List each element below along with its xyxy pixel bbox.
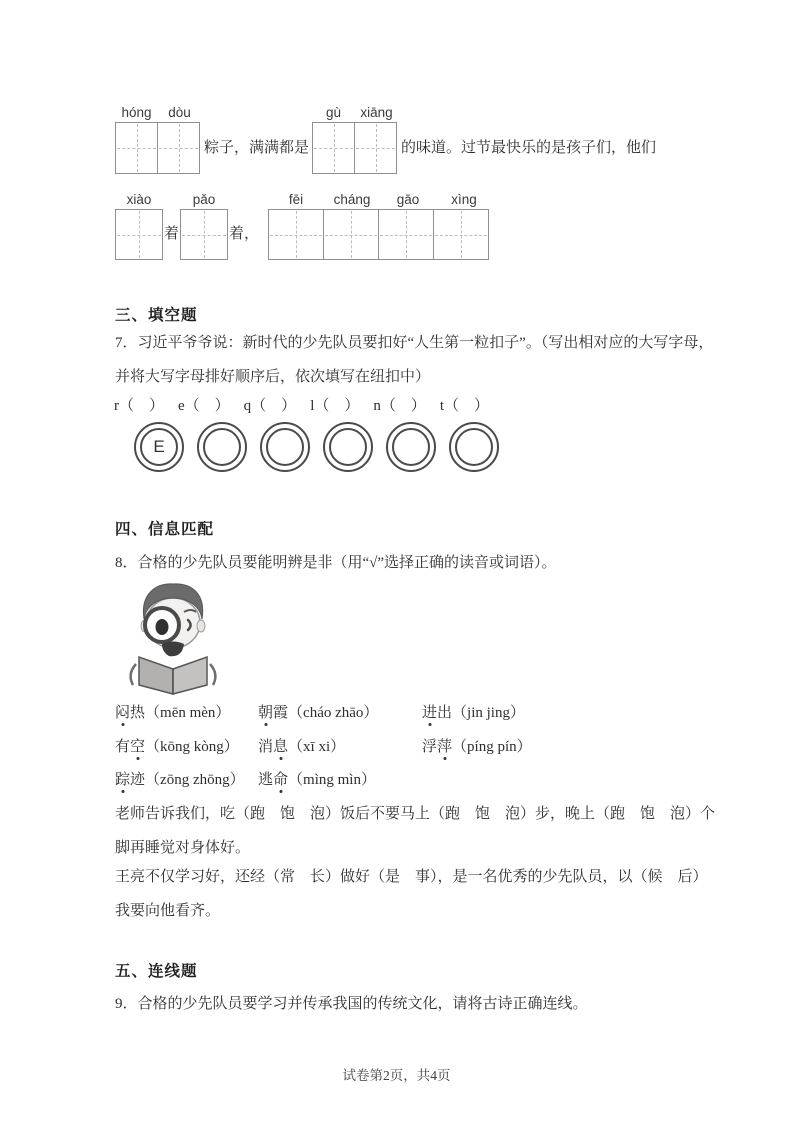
letter-blank-q: q（ ） (243, 398, 297, 414)
writing-box[interactable] (115, 122, 158, 174)
word-choice-row (115, 735, 532, 769)
paragraph-line: 王亮不仅学习好，还经（常 长）做好（是 事），是一名优秀的少先队员，以（候 后） (115, 869, 708, 885)
pinyin-label: fēi (288, 192, 304, 207)
pinyin-label: xiāng (360, 105, 393, 120)
button-circles-row (134, 422, 499, 472)
button-circle-1[interactable] (134, 422, 184, 472)
word-choice[interactable]: 消息（xī xi） (258, 738, 346, 755)
writing-box-group-guxiang (312, 101, 398, 174)
pinyin-label: dòu (168, 105, 191, 120)
dictation-text: 着 (164, 226, 180, 242)
writing-box[interactable] (378, 209, 434, 260)
button-letter (329, 428, 367, 466)
word-choice[interactable]: 浮萍（píng pín） (422, 738, 532, 755)
pinyin-label: cháng (333, 192, 371, 207)
writing-box-group-xiao (115, 188, 163, 260)
word-choice[interactable]: 有空（kōng kòng） (115, 738, 239, 755)
button-letter (203, 428, 241, 466)
writing-box[interactable] (268, 209, 324, 260)
pinyin-label: pǎo (192, 192, 216, 207)
writing-box[interactable] (180, 209, 228, 260)
word-choice-row (115, 701, 532, 735)
question-7-line-1: 7．习近平爷爷说：新时代的少先队员要扣好“人生第一粒扣子”。（写出相对应的大写字母， (115, 335, 714, 351)
pronunciation-choices (115, 701, 532, 802)
question-9: 9．合格的少先队员要学习并传承我国的传统文化，请将古诗正确连线。 (115, 996, 588, 1012)
pinyin-label: xiào (126, 192, 152, 207)
paragraph-line: 老师告诉我们，吃（跑 饱 泡）饭后不要马上（跑 饱 泡）步，晚上（跑 饱 泡）个 (115, 806, 716, 822)
question-7-line-2: 并将大写字母排好顺序后，依次填写在纽扣中） (115, 369, 431, 385)
question-8: 8．合格的少先队员要能明辨是非（用“√”选择正确的读音或词语）。 (115, 555, 557, 571)
letter-blank-l: l（ ） (310, 398, 360, 414)
word-choice[interactable]: 逃命（mìng mìn） (258, 772, 376, 788)
letter-blank-n: n（ ） (373, 398, 426, 414)
paragraph-line: 脚再睡觉对身体好。 (115, 840, 251, 856)
writing-box[interactable] (115, 209, 163, 260)
boy-reading-magnifier-icon (112, 577, 234, 700)
letter-blank-e: e（ ） (178, 398, 230, 414)
button-letter (455, 428, 493, 466)
writing-box[interactable] (323, 209, 379, 260)
button-letter: E (140, 428, 178, 466)
writing-box[interactable] (354, 122, 397, 174)
pinyin-label: hóng (121, 105, 152, 120)
dictation-text: 粽子，满满都是 (204, 140, 310, 156)
writing-box-group-pao (180, 188, 228, 260)
page-footer: 试卷第2页，共4页 (342, 1068, 451, 1083)
button-circle-5[interactable] (386, 422, 436, 472)
section-heading-fill-blanks: 三、填空题 (115, 307, 198, 324)
dictation-text: 着， (229, 226, 260, 242)
button-letter (266, 428, 304, 466)
paragraph-line: 我要向他看齐。 (115, 903, 221, 919)
section-heading-line-match: 五、连线题 (115, 963, 198, 980)
writing-box[interactable] (433, 209, 489, 260)
button-circle-4[interactable] (323, 422, 373, 472)
pinyin-label: xìng (451, 192, 477, 207)
paragraph-chi-fan (115, 797, 715, 865)
dictation-text: 的味道。过节最快乐的是孩子们，他们 (401, 140, 657, 156)
button-circle-6[interactable] (449, 422, 499, 472)
pinyin-label: gāo (396, 192, 420, 207)
letter-blank-t: t（ ） (439, 398, 490, 414)
dictation-row-1 (115, 101, 659, 174)
word-choice[interactable]: 闷热（mēn mèn） (115, 705, 231, 721)
lowercase-letters-row (114, 394, 489, 415)
writing-box[interactable] (157, 122, 200, 174)
paragraph-wang-liang (115, 860, 708, 928)
word-choice[interactable]: 朝霞（cháo zhāo） (258, 705, 379, 721)
button-letter (392, 428, 430, 466)
word-choice[interactable]: 进出（jin jing） (422, 705, 525, 721)
pinyin-label: gù (326, 105, 342, 120)
button-circle-3[interactable] (260, 422, 310, 472)
dictation-row-2 (115, 188, 492, 260)
section-heading-info-match: 四、信息匹配 (115, 521, 215, 538)
writing-box[interactable] (312, 122, 355, 174)
letter-blank-r: r（ ） (114, 398, 164, 414)
writing-box-group-feichanggaoxing (268, 188, 492, 260)
writing-box-group-hongdou (115, 101, 201, 174)
word-choice[interactable]: 踪迹（zōng zhōng） (115, 772, 245, 788)
button-circle-2[interactable] (197, 422, 247, 472)
